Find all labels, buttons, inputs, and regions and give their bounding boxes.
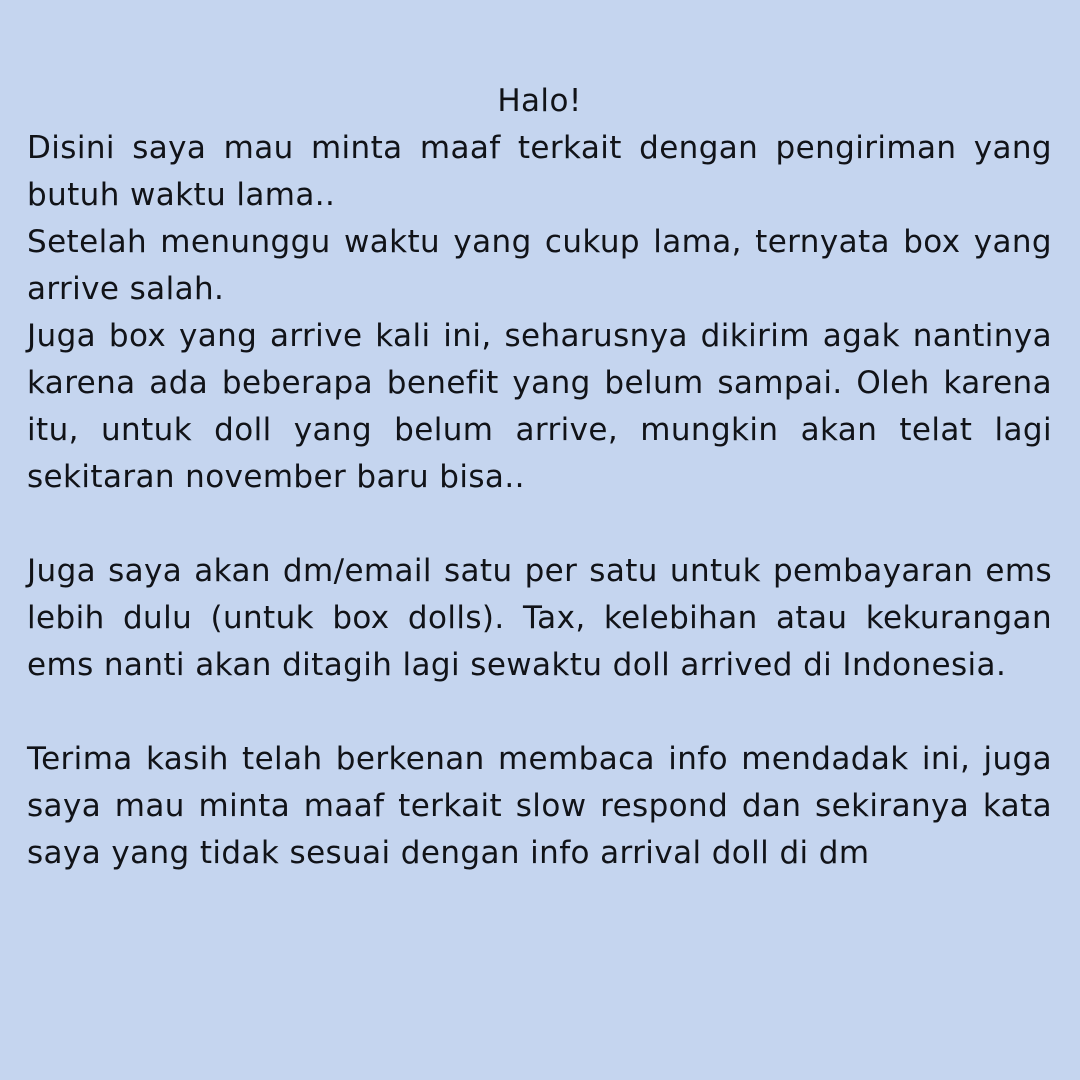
- notice-text-block: [27, 78, 1052, 877]
- paragraph-spacer: [27, 501, 1052, 548]
- paragraph-wrong-box: Setelah menunggu waktu yang cukup lama, ternyata box yang arrive salah.: [27, 224, 1052, 307]
- paragraph-apology-shipping: Disini saya mau minta maaf terkait dengan pengiriman yang butuh waktu lama..: [27, 130, 1052, 213]
- paragraph-thank-you: Terima kasih telah berkenan membaca info mendadak ini, juga saya mau minta maaf terkait slow respond dan sekiranya kata saya yang tidak sesuai dengan info arrival doll di dm: [27, 741, 1052, 871]
- paragraph-delayed-dolls: Juga box yang arrive kali ini, seharusnya dikirim agak nantinya karena ada beberapa benefit yang belum sampai. Oleh karena itu, untuk doll yang belum arrive, mungkin akan telat lagi sekitaran november baru bisa..: [27, 318, 1052, 495]
- paragraph-spacer: [27, 689, 1052, 736]
- greeting-heading: Halo!: [497, 83, 582, 119]
- paragraph-ems-payment: Juga saya akan dm/email satu per satu untuk pembayaran ems lebih dulu (untuk box dolls). Tax, kelebihan atau kekurangan ems nanti akan ditagih lagi sewaktu doll arrived di Indonesia.: [27, 553, 1052, 683]
